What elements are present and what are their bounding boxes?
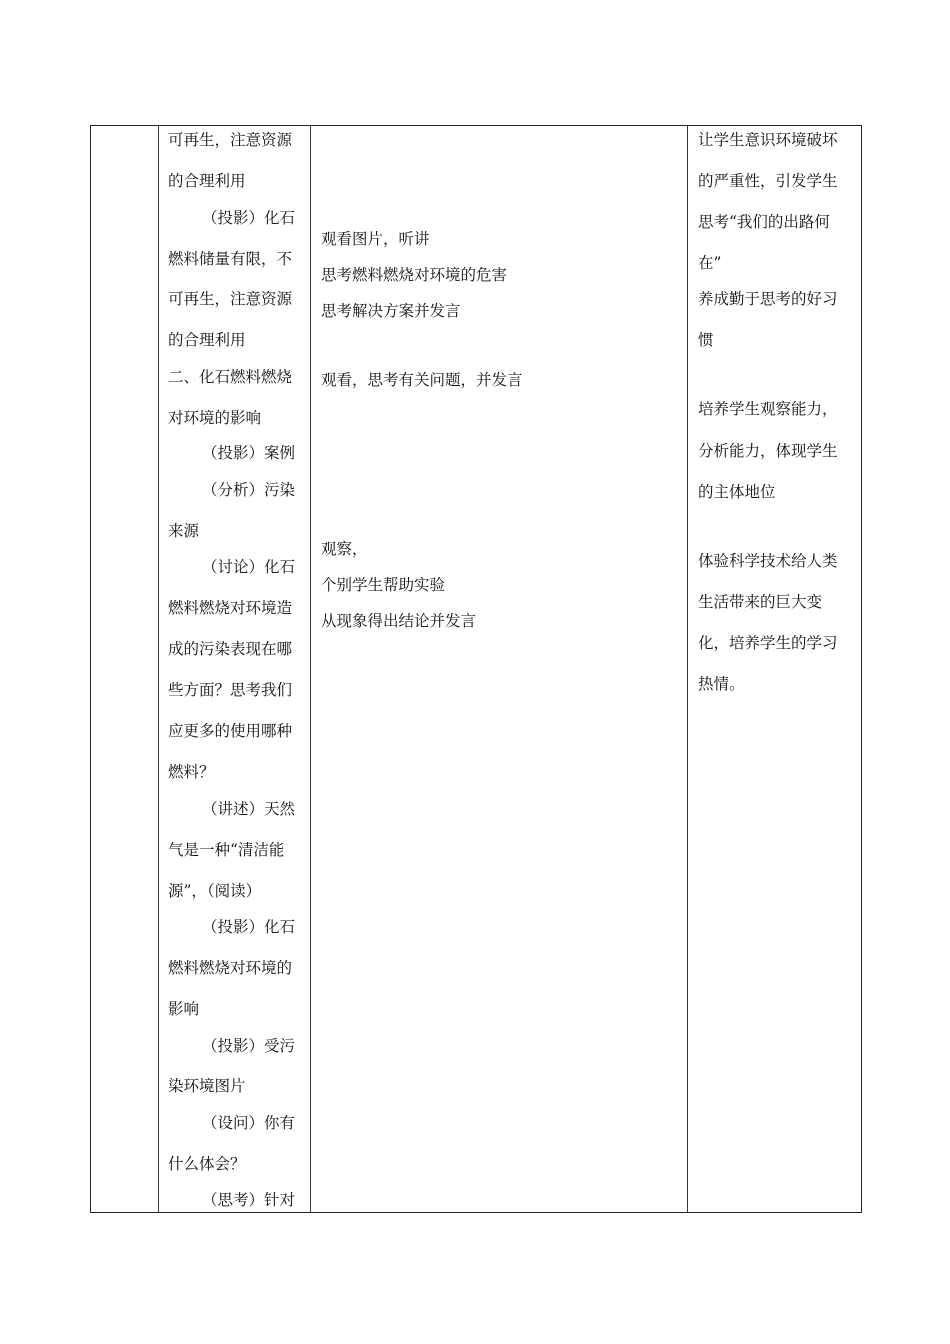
text-line: 些方面？思考我们 [168,681,293,699]
text-line: 思考解决方案并发言 [321,302,461,320]
text-line: （分析）污染 [202,481,296,499]
text-line: 思考“我们的出路何 [698,213,830,231]
text-line: 二、化石燃料燃烧 [168,368,293,386]
text-line: （投影）受污 [202,1037,296,1055]
text-line: 燃料储量有限，不 [168,250,293,268]
text-line: 在” [698,254,722,272]
text-line: 什么体会？ [168,1155,246,1173]
text-line: 的合理利用 [168,331,246,349]
text-line: 生活带来的巨大变 [698,593,823,611]
text-line: 观看，思考有关问题，并发言 [321,371,523,389]
text-line: 影响 [168,1000,200,1018]
text-line: 观察， [321,540,368,558]
text-line: 应更多的使用哪种 [168,722,293,740]
text-line: 培养学生观察能力， [698,400,838,418]
text-line: 热情。 [698,675,745,693]
text-line: （投影）案例 [202,444,296,462]
text-line: 染环境图片 [168,1077,246,1095]
text-line: 让学生意识环境破坏 [698,131,838,149]
text-line: 养成勤于思考的好习 [698,290,838,308]
text-line: 成的污染表现在哪 [168,640,293,658]
text-line: 可再生，注意资源 [168,131,293,149]
text-line: 的严重性，引发学生 [698,172,838,190]
text-line: 的主体地位 [698,483,776,501]
text-line: 的合理利用 [168,172,246,190]
text-line: （讲述）天然 [202,800,296,818]
text-line: 化，培养学生的学习 [698,634,838,652]
text-line: 燃料？ [168,763,215,781]
text-line: 分析能力，体现学生 [698,442,838,460]
lesson-plan-table [90,125,862,1213]
text-line: 个别学生帮助实验 [321,576,446,594]
text-line: 燃料燃烧对环境的 [168,959,293,977]
table-cell-teacher-activity [159,126,310,1212]
text-line: （投影）化石 [202,918,296,936]
text-line: 思考燃料燃烧对环境的危害 [321,266,508,284]
text-line: 惯 [698,331,714,349]
text-line: 观看图片，听讲 [321,230,430,248]
table-cell-student-activity [311,126,687,1212]
text-line: （投影）化石 [202,209,296,227]
text-line: （讨论）化石 [202,558,296,576]
table-cell-design-intent [688,126,861,1212]
text-line: （设问）你有 [202,1114,296,1132]
text-line: （思考）针对 [202,1191,296,1209]
text-line: 燃料燃烧对环境造 [168,599,293,617]
text-line: 体验科学技术给人类 [698,552,838,570]
text-line: 源”，（阅读） [168,882,262,900]
text-line: 从现象得出结论并发言 [321,612,477,630]
text-line: 可再生，注意资源 [168,290,293,308]
text-line: 来源 [168,522,200,540]
text-line: 气是一种“清洁能 [168,841,285,859]
text-line: 对环境的影响 [168,409,262,427]
